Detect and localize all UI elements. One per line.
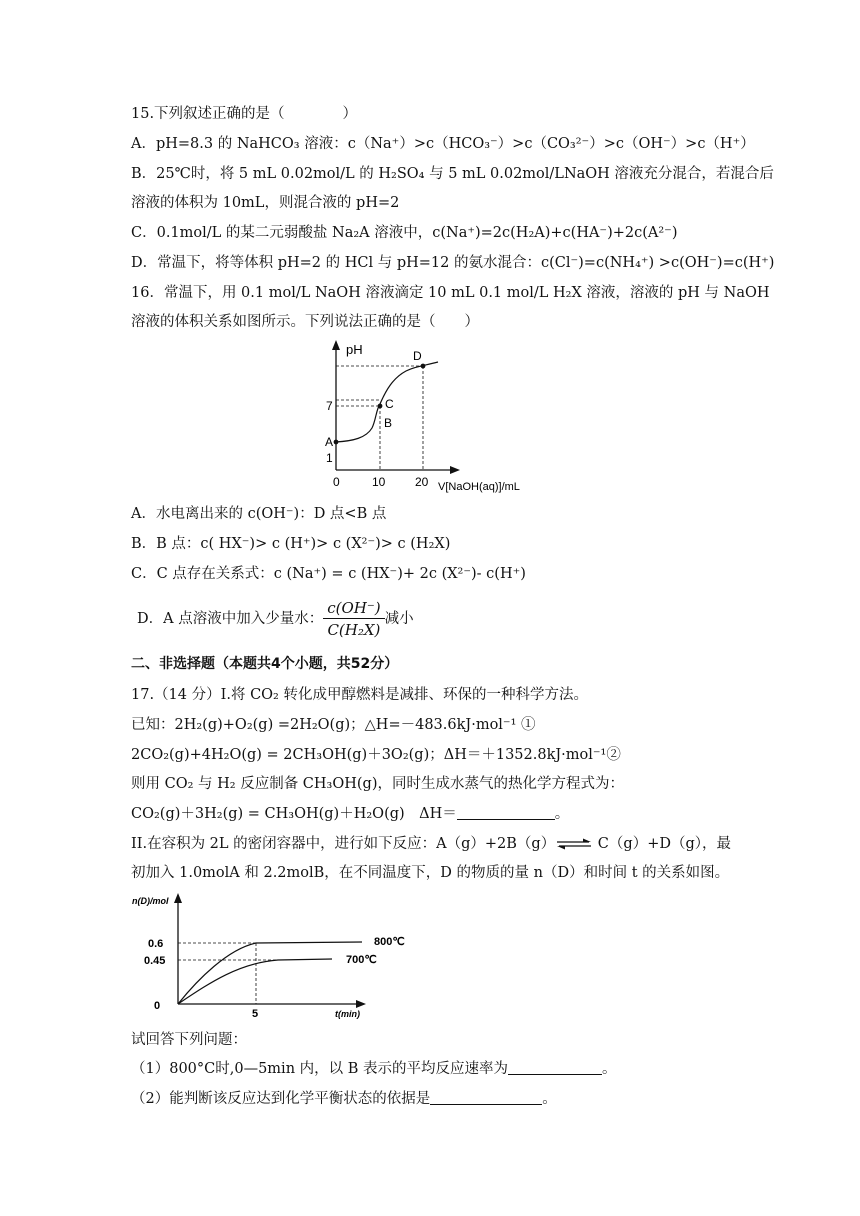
x-tick-20: 20 [415,475,429,489]
fraction-denominator: C(H₂X) [327,621,381,639]
x-axis-label: V[NaOH(aq)]/mL [438,481,520,493]
y-tick-0-6: 0.6 [148,938,164,950]
q16-option-b: B．B 点：c( HX⁻)> c (H⁺)> c (X²⁻)> c (H₂X) [131,536,451,552]
q15-option-d: D．常温下，将等体积 pH=2 的 HCl 与 pH=12 的氨水混合：c(Cl⁻)=c(NH₄⁺) >c(OH⁻)=c(H⁺) [131,255,775,271]
q16-option-a: A．水电离出来的 c(OH⁻)：D 点<B 点 [131,506,387,522]
q17-part-1-text: （1）800°C时,0—5min 内，以 B 表示的平均反应速率为 [131,1061,509,1077]
titration-curve-figure [318,338,548,498]
q17-part2-line1 [131,834,731,854]
q17-part-2-text: （2）能判断该反应达到化学平衡状态的依据是 [131,1091,431,1107]
q15-option-c: C．0.1mol/L 的某二元弱酸盐 Na₂A 溶液中，c(Na⁺)=2c(H₂A)+c(HA⁻)+2c(A²⁻) [131,225,678,241]
point-d [421,364,426,369]
x-tick-0: 0 [333,475,340,489]
y-tick-0: 0 [154,1000,161,1012]
y-axis-arrow [332,340,340,350]
fraction-numerator: c(OH⁻) [323,599,384,619]
q15-stem: 15.下列叙述正确的是（ ） [131,106,358,122]
q16-option-d-fraction [323,599,384,639]
q16-option-d-prefix: D．A 点溶液中加入少量水： [137,611,324,627]
curve-700 [178,959,332,1004]
nd-time-figure [128,889,428,1024]
section-title: 二、非选择题（本题共4个小题，共52分） [131,656,399,672]
q17-equation-1: 已知：2H₂(g)+O₂(g) =2H₂O(g)；△H=－483.6kJ·mol⁻¹ ① [131,717,536,733]
q17-part-1-end: 。 [602,1061,617,1077]
y-axis-label: n(D)/mol [132,896,169,906]
x-axis-label: t(min) [335,1009,360,1019]
q16-option-c: C．C 点存在关系式：c (Na⁺) = c (HX⁻)+ 2c (X²⁻)- c(H⁺) [131,566,526,582]
q17-part-1 [131,1059,617,1079]
q17-part2-line2: 初加入 1.0molA 和 2.2molB，在不同温度下，D 的物质的量 n（D）和时间 t 的关系如图。 [131,865,730,881]
series-800-label: 800℃ [374,936,405,948]
q15-option-b-line1: B．25℃时，将 5 mL 0.02mol/L 的 H₂SO₄ 与 5 mL 0.02mol/LNaOH 溶液充分混合，若混合后 [131,166,774,182]
q16-stem-line1: 16．常温下，用 0.1 mol/L NaOH 溶液滴定 10 mL 0.1 mol/L H₂X 溶液，溶液的 pH 与 NaOH [131,285,770,301]
q17-equation-3-text: CO₂(g)＋3H₂(g) = CH₃OH(g)＋H₂O(g) ΔH＝ [131,806,457,822]
y-tick-0-45: 0.45 [144,955,166,967]
q17-intro: 17.（14 分）I.将 CO₂ 转化成甲醇燃料是减排、环保的一种科学方法。 [131,687,588,703]
label-c: C [385,397,394,411]
y-axis-label: pH [346,342,363,357]
y-tick-7: 7 [326,399,333,413]
q15-option-a: A．pH=8.3 的 NaHCO₃ 溶液：c（Na⁺）>c（HCO₃⁻）>c（CO₃²⁻）>c（OH⁻）>c（H⁺） [131,136,755,152]
answer-blank-2[interactable] [430,1090,542,1105]
q17-part2-text-a: II.在容积为 2L 的密闭容器中，进行如下反应：A（g）+2B（g） [131,836,556,852]
x-axis-arrow [450,466,460,474]
label-d: D [413,349,422,363]
answer-blank-dh[interactable] [457,805,555,820]
q17-part-2 [131,1089,557,1109]
q17-equation-3-end: 。 [554,806,570,822]
x-tick-5: 5 [252,1008,259,1020]
y-axis-arrow [174,893,182,903]
q17-ask: 则用 CO₂ 与 H₂ 反应制备 CH₃OH(g)，同时生成水蒸气的热化学方程式为： [131,776,624,792]
q17-part2-text-b: C（g）+D（g），最 [593,836,731,852]
label-a: A [325,435,334,449]
x-tick-10: 10 [372,475,386,489]
series-700-label: 700℃ [346,954,377,966]
q15-option-b-line2: 溶液的体积为 10mL，则混合液的 pH=2 [131,195,400,211]
q16-option-d [137,598,414,640]
answer-blank-1[interactable] [508,1060,602,1075]
equilibrium-arrow-icon [555,838,593,850]
q17-try: 试回答下列问题： [131,1032,247,1048]
curve-800 [178,942,362,1004]
x-axis-arrow [356,1000,366,1008]
q17-equation-2: 2CO₂(g)+4H₂O(g) = 2CH₃OH(g)＋3O₂(g)；ΔH＝＋1352.8kJ·mol⁻¹② [131,747,621,763]
point-a [334,440,339,445]
q17-equation-3 [131,804,569,824]
q16-stem-line2: 溶液的体积关系如图所示。下列说法正确的是（ ） [131,314,479,330]
label-b: B [384,416,393,430]
y-tick-1: 1 [326,451,333,465]
q16-option-d-suffix: 减小 [384,611,414,627]
point-c [378,404,383,409]
q17-part-2-end: 。 [542,1091,557,1107]
